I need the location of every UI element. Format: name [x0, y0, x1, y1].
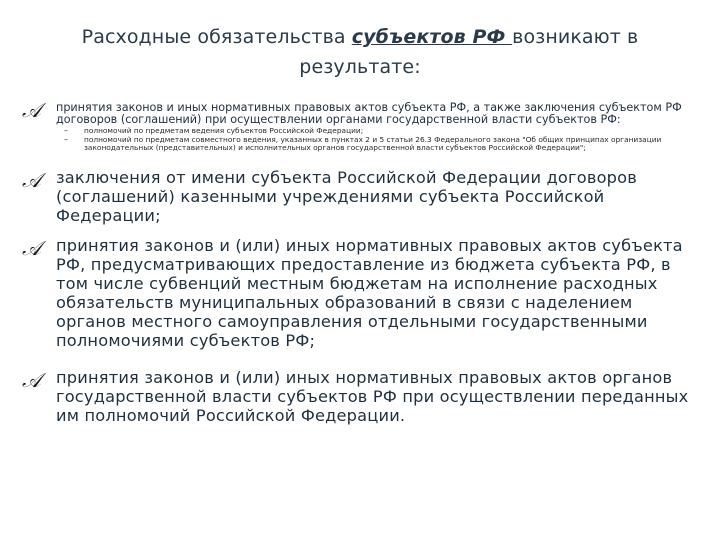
- title-line-2: результате:: [299, 56, 421, 78]
- list-item: заключения от имени субъекта Российской Федерации договоров (соглашений) казенными учреждениями субъекта Российской Федерации;: [56, 168, 638, 225]
- title-prefix: Расходные обязательства: [81, 26, 352, 48]
- title-line-1: [0, 22, 720, 52]
- bullet-icon: 𝒜: [22, 168, 41, 192]
- title-suffix: возникают в: [512, 26, 639, 48]
- bullet-icon: 𝒜: [22, 236, 41, 260]
- bullet-icon: 𝒜: [22, 368, 41, 392]
- bullet-icon: 𝒜: [22, 98, 41, 122]
- sub-bullet-dash: –: [64, 135, 68, 144]
- slide-title: [0, 22, 720, 82]
- sub-list-item: полномочий по предметам совместного ведения, указанных в пунктах 2 и 5 статьи 26.3 Федерального закона "Об общих принципах организации законодательных (представительных) и исполнительных органов государственной власти субъектов Российской Федерации";: [84, 135, 662, 152]
- list-item: принятия законов и (или) иных нормативных правовых актов органов государственной власти субъектов РФ при осуществлении переданных им полномочий Российской Федерации.: [56, 368, 689, 425]
- title-highlight: субъектов РФ: [351, 26, 513, 48]
- list-item: принятия законов и (или) иных нормативных правовых актов субъекта РФ, предусматривающих предоставление из бюджета субъекта РФ, в том числе субвенций местным бюджетам на исполнение расходных обязательств муниципальных образований в связи с наделением органов местного самоуправления отдельными государственными полномочиями субъектов РФ;: [56, 236, 683, 350]
- sub-list-item: полномочий по предметам ведения субъектов Российской Федерации;: [84, 126, 364, 135]
- sub-bullet-dash: –: [64, 126, 68, 135]
- list-item: принятия законов и иных нормативных правовых актов субъекта РФ, а также заключения субъектом РФ договоров (соглашений) при осуществлении органами государственной власти субъектов РФ:: [56, 101, 682, 126]
